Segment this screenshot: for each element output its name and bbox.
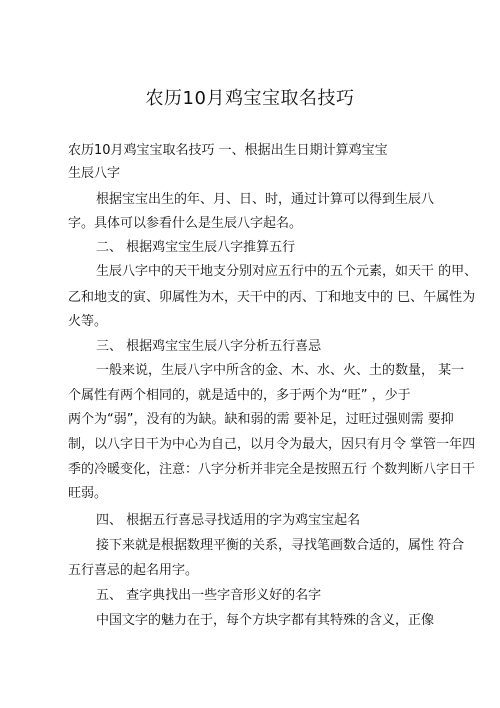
paragraph-line: 字。具体可以参看什么是生辰八字起名。 [68,216,303,231]
paragraph-line: 中国文字的魅力在于，每个方块字都有其特殊的含义，正像 [96,613,435,628]
paragraph-line: 火等。 [68,314,108,329]
paragraph-line: 两个为“弱”，没有的为缺。缺和弱的需 要补足，过旺过强则需 要抑 [68,412,454,427]
paragraph-line: 乙和地支的寅、卯属性为木，天干中的丙、丁和地支中的 巳、午属性为 [68,290,476,305]
paragraph-line: 接下来就是根据数理平衡的关系，寻找笔画数合适的，属性 符合 [96,538,465,553]
paragraph-line: 生辰八字中的天干地支分别对应五行中的五个元素，如天干 的甲、 [96,264,478,279]
section-heading: 二、 根据鸡宝宝生辰八字推算五行 [96,240,296,255]
paragraph-line: 季的冷暖变化，注意：八字分析并非完全是按照五行 个数判断八字日干 [68,462,476,477]
paragraph-line: 制，以八字日干为中心为自己，以月令为最大，因只有月令 掌管一年四 [68,437,476,452]
section-heading: 五、 查字典找出一些字音形义好的名字 [96,588,322,603]
paragraph-line: 一般来说，生辰八字中所含的金、木、水、火、土的数量， 某一 [96,363,465,378]
paragraph-line: 生辰八字 [68,166,121,181]
document-title: 农历10月鸡宝宝取名技巧 [145,88,355,109]
paragraph-line: 五行喜忌的起名用字。 [68,563,199,578]
paragraph-line: 个属性有两个相同的，就是适中的，多于两个为“旺” ，少于 [68,388,411,403]
paragraph-line: 根据宝宝出生的年、月、日、时，通过计算可以得到生辰八 [96,192,435,207]
section-heading: 三、 根据鸡宝宝生辰八字分析五行喜忌 [96,339,322,354]
paragraph-line: 农历10月鸡宝宝取名技巧 一、根据出生日期计算鸡宝宝 [68,143,388,158]
section-heading: 四、 根据五行喜忌寻找适用的字为鸡宝宝起名 [96,513,361,528]
paragraph-line: 旺弱。 [68,486,108,501]
